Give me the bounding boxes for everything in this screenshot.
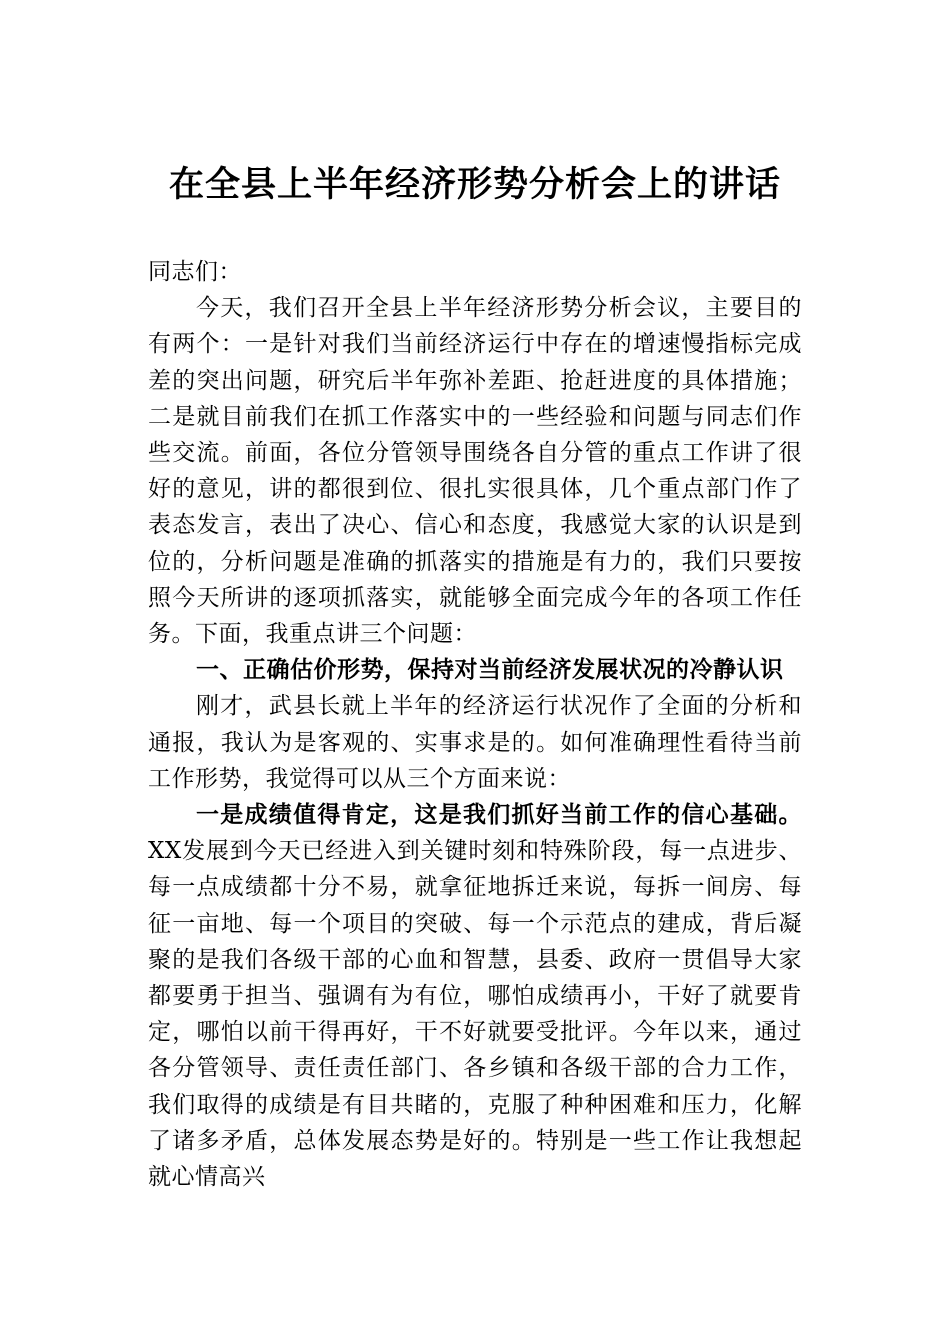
paragraph-body-text: XX发展到今天已经进入到关键时刻和特殊阶段，每一点进步、每一点成绩都十分不易，就拿征地拆迁来说，每拆一间房、每征一亩地、每一个项目的突破、每一个示范点的建成，背后凝聚的是我们各级干部的心血和智慧，县委、政府一贯倡导大家都要勇于担当、强调有为有位，哪怕成绩再小，干好了就要肯定，哪怕以前干得再好，干不好就要受批评。今年以来，通过各分管领导、责任责任部门、各乡镇和各级干部的合力工作，我们取得的成绩是有目共睹的，克服了种种困难和压力，化解了诸多矛盾，总体发展态势是好的。特别是一些工作让我想起就心情高兴 bbox=[148, 838, 802, 1191]
document-body bbox=[148, 254, 802, 1195]
paragraph-assessment: 刚才，武县长就上半年的经济运行状况作了全面的分析和通报，我认为是客观的、实事求是的。如何准确理性看待当前工作形势，我觉得可以从三个方面来说： bbox=[148, 693, 802, 792]
salutation: 同志们： bbox=[148, 259, 242, 285]
paragraph-intro: 今天，我们召开全县上半年经济形势分析会议，主要目的有两个：一是针对我们当前经济运行中存在的增速慢指标完成差的突出问题，研究后半年弥补差距、抢赶进度的具体措施；二是就目前我们在抓工作落实中的一些经验和问题与同志们作些交流。前面，各位分管领导围绕各自分管的重点工作讲了很好的意见，讲的都很到位、很扎实很具体，几个重点部门作了表态发言，表出了决心、信心和态度，我感觉大家的认识是到位的，分析问题是准确的抓落实的措施是有力的，我们只要按照今天所讲的逐项抓落实，就能够全面完成今年的各项工作任务。下面，我重点讲三个问题： bbox=[148, 295, 802, 648]
section-heading-1: 一、正确估价形势，保持对当前经济发展状况的冷静认识 bbox=[196, 656, 784, 684]
paragraph-achievements bbox=[148, 797, 802, 1195]
paragraph-lead-sentence: 一是成绩值得肯定，这是我们抓好当前工作的信心基础。 bbox=[196, 801, 802, 829]
document-title: 在全县上半年经济形势分析会上的讲话 bbox=[168, 164, 781, 205]
